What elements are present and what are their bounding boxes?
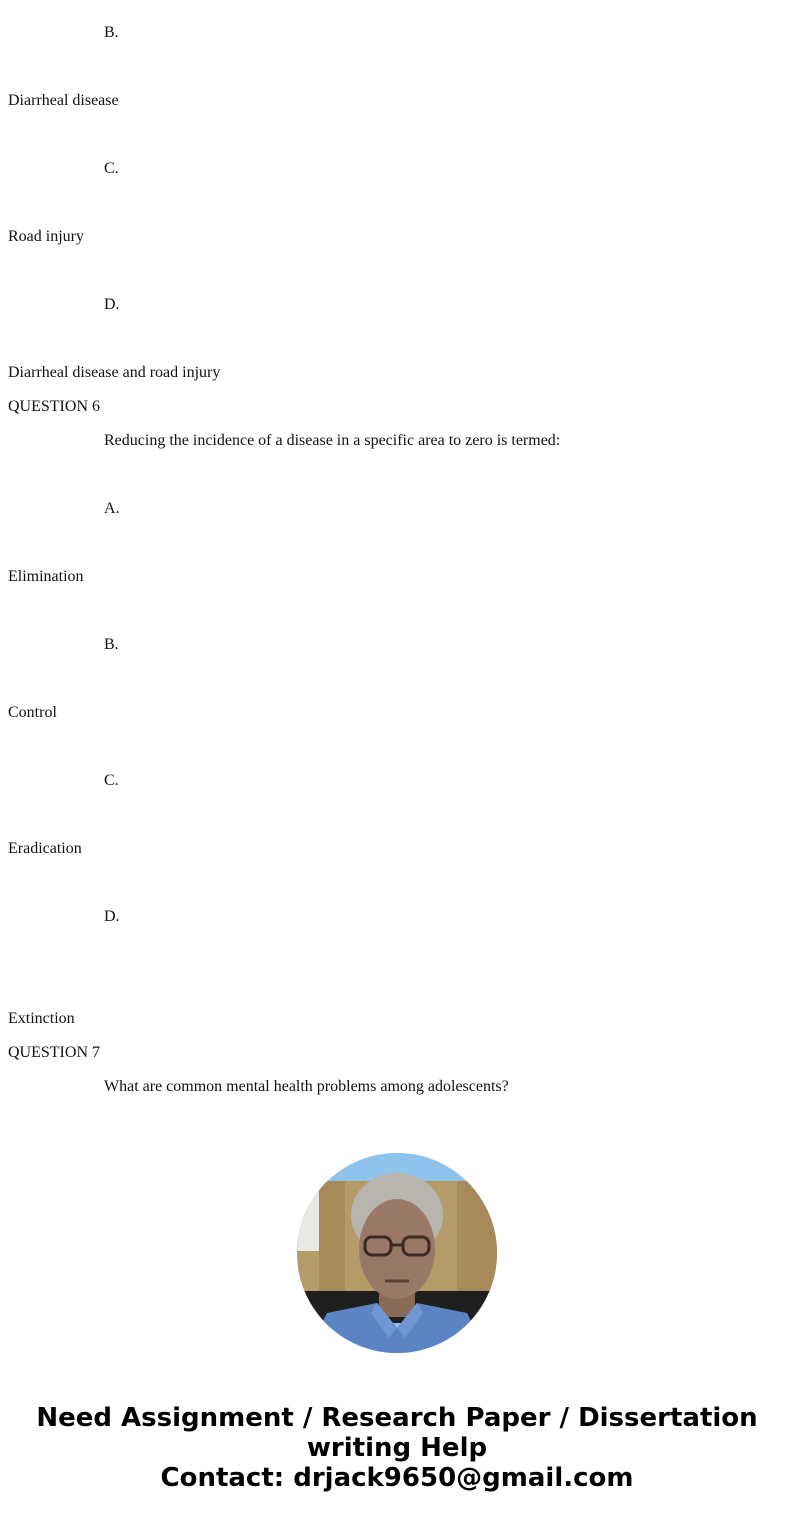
portrait-photo-icon — [297, 1153, 497, 1353]
option-text: Diarrheal disease and road injury — [8, 364, 221, 381]
option-text: Elimination — [8, 568, 84, 585]
promo-line-2: writing Help — [306, 1433, 488, 1463]
option-text: Road injury — [8, 228, 84, 245]
question-prompt: What are common mental health problems among adolescents? — [104, 1078, 509, 1095]
option-letter: B. — [104, 24, 119, 41]
option-letter: A. — [104, 500, 120, 517]
promo-contact: Contact: drjack9650@gmail.com — [160, 1463, 634, 1493]
promo-banner — [0, 1403, 794, 1493]
option-letter: D. — [104, 296, 120, 313]
avatar — [297, 1153, 497, 1353]
option-letter: B. — [104, 636, 119, 653]
option-letter: D. — [104, 908, 120, 925]
option-text: Eradication — [8, 840, 82, 857]
option-text: Extinction — [8, 1010, 75, 1027]
option-letter: C. — [104, 160, 119, 177]
promo-line-1: Need Assignment / Research Paper / Dissertation — [36, 1403, 758, 1433]
option-text: Control — [8, 704, 57, 721]
option-letter: C. — [104, 772, 119, 789]
question-prompt: Reducing the incidence of a disease in a specific area to zero is termed: — [104, 432, 561, 449]
question-heading: QUESTION 6 — [8, 398, 100, 415]
question-heading: QUESTION 7 — [8, 1044, 100, 1061]
option-text: Diarrheal disease — [8, 92, 119, 109]
